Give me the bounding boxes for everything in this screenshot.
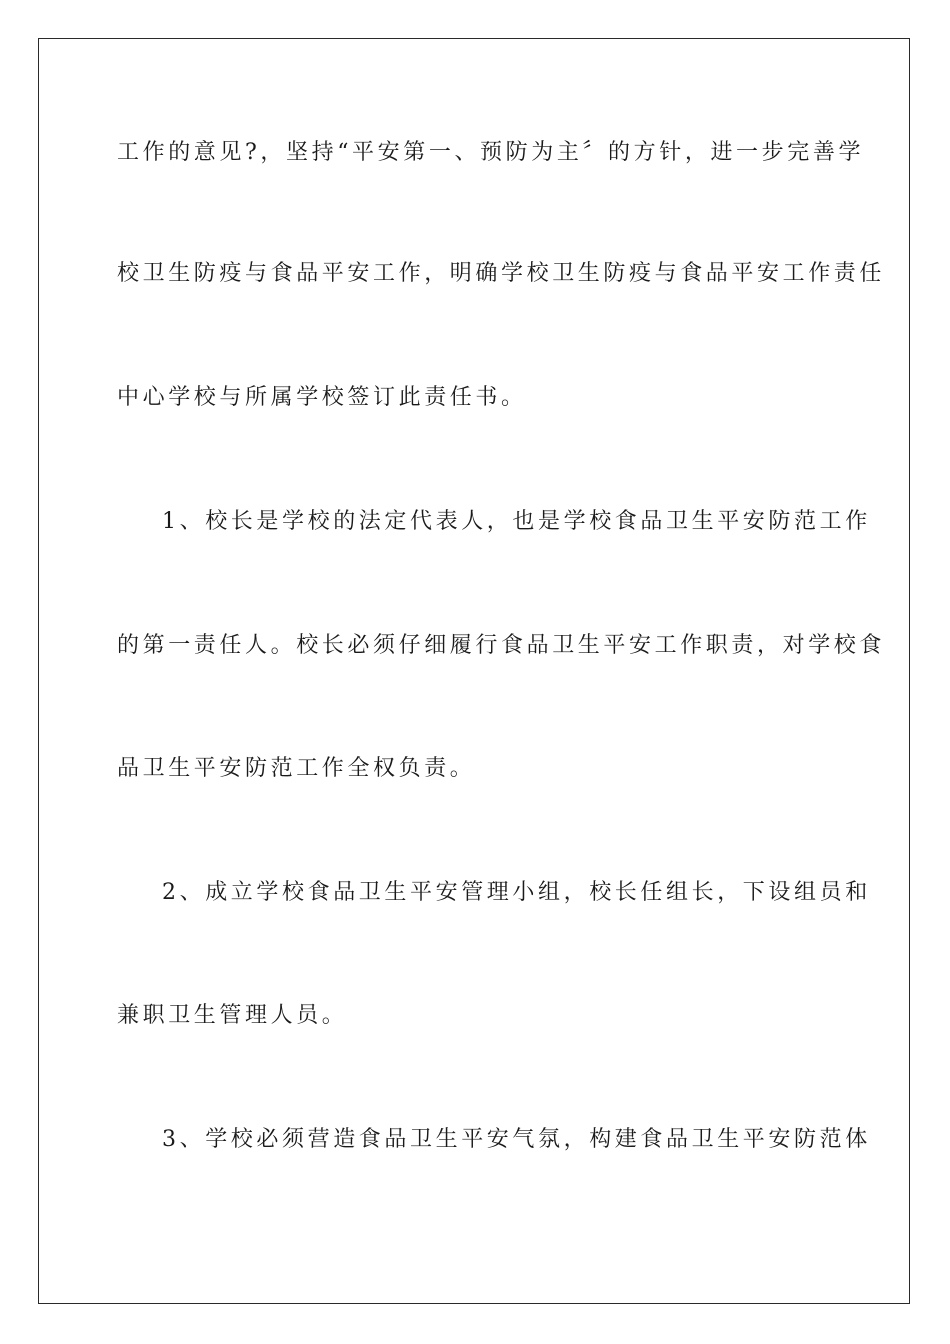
paragraph-line-6: 品卫生平安防范工作全权负责。 [117, 756, 476, 781]
paragraph-line-1: 工作的意见?，坚持“平安第一、预防为主〞的方针，进一步完善学 [117, 140, 865, 165]
paragraph-line-4: 1、校长是学校的法定代表人，也是学校食品卫生平安防范工作 [162, 509, 871, 534]
paragraph-line-3: 中心学校与所属学校签订此责任书。 [117, 385, 527, 410]
paragraph-line-5: 的第一责任人。校长必须仔细履行食品卫生平安工作职责，对学校食 [117, 633, 886, 658]
paragraph-line-2: 校卫生防疫与食品平安工作，明确学校卫生防疫与食品平安工作责任 [117, 261, 886, 286]
paragraph-line-8: 兼职卫生管理人员。 [117, 1003, 348, 1028]
page-border [38, 38, 910, 1304]
paragraph-line-7: 2、成立学校食品卫生平安管理小组，校长任组长，下设组员和 [162, 880, 871, 905]
paragraph-line-9: 3、学校必须营造食品卫生平安气氛，构建食品卫生平安防范体 [162, 1127, 871, 1152]
